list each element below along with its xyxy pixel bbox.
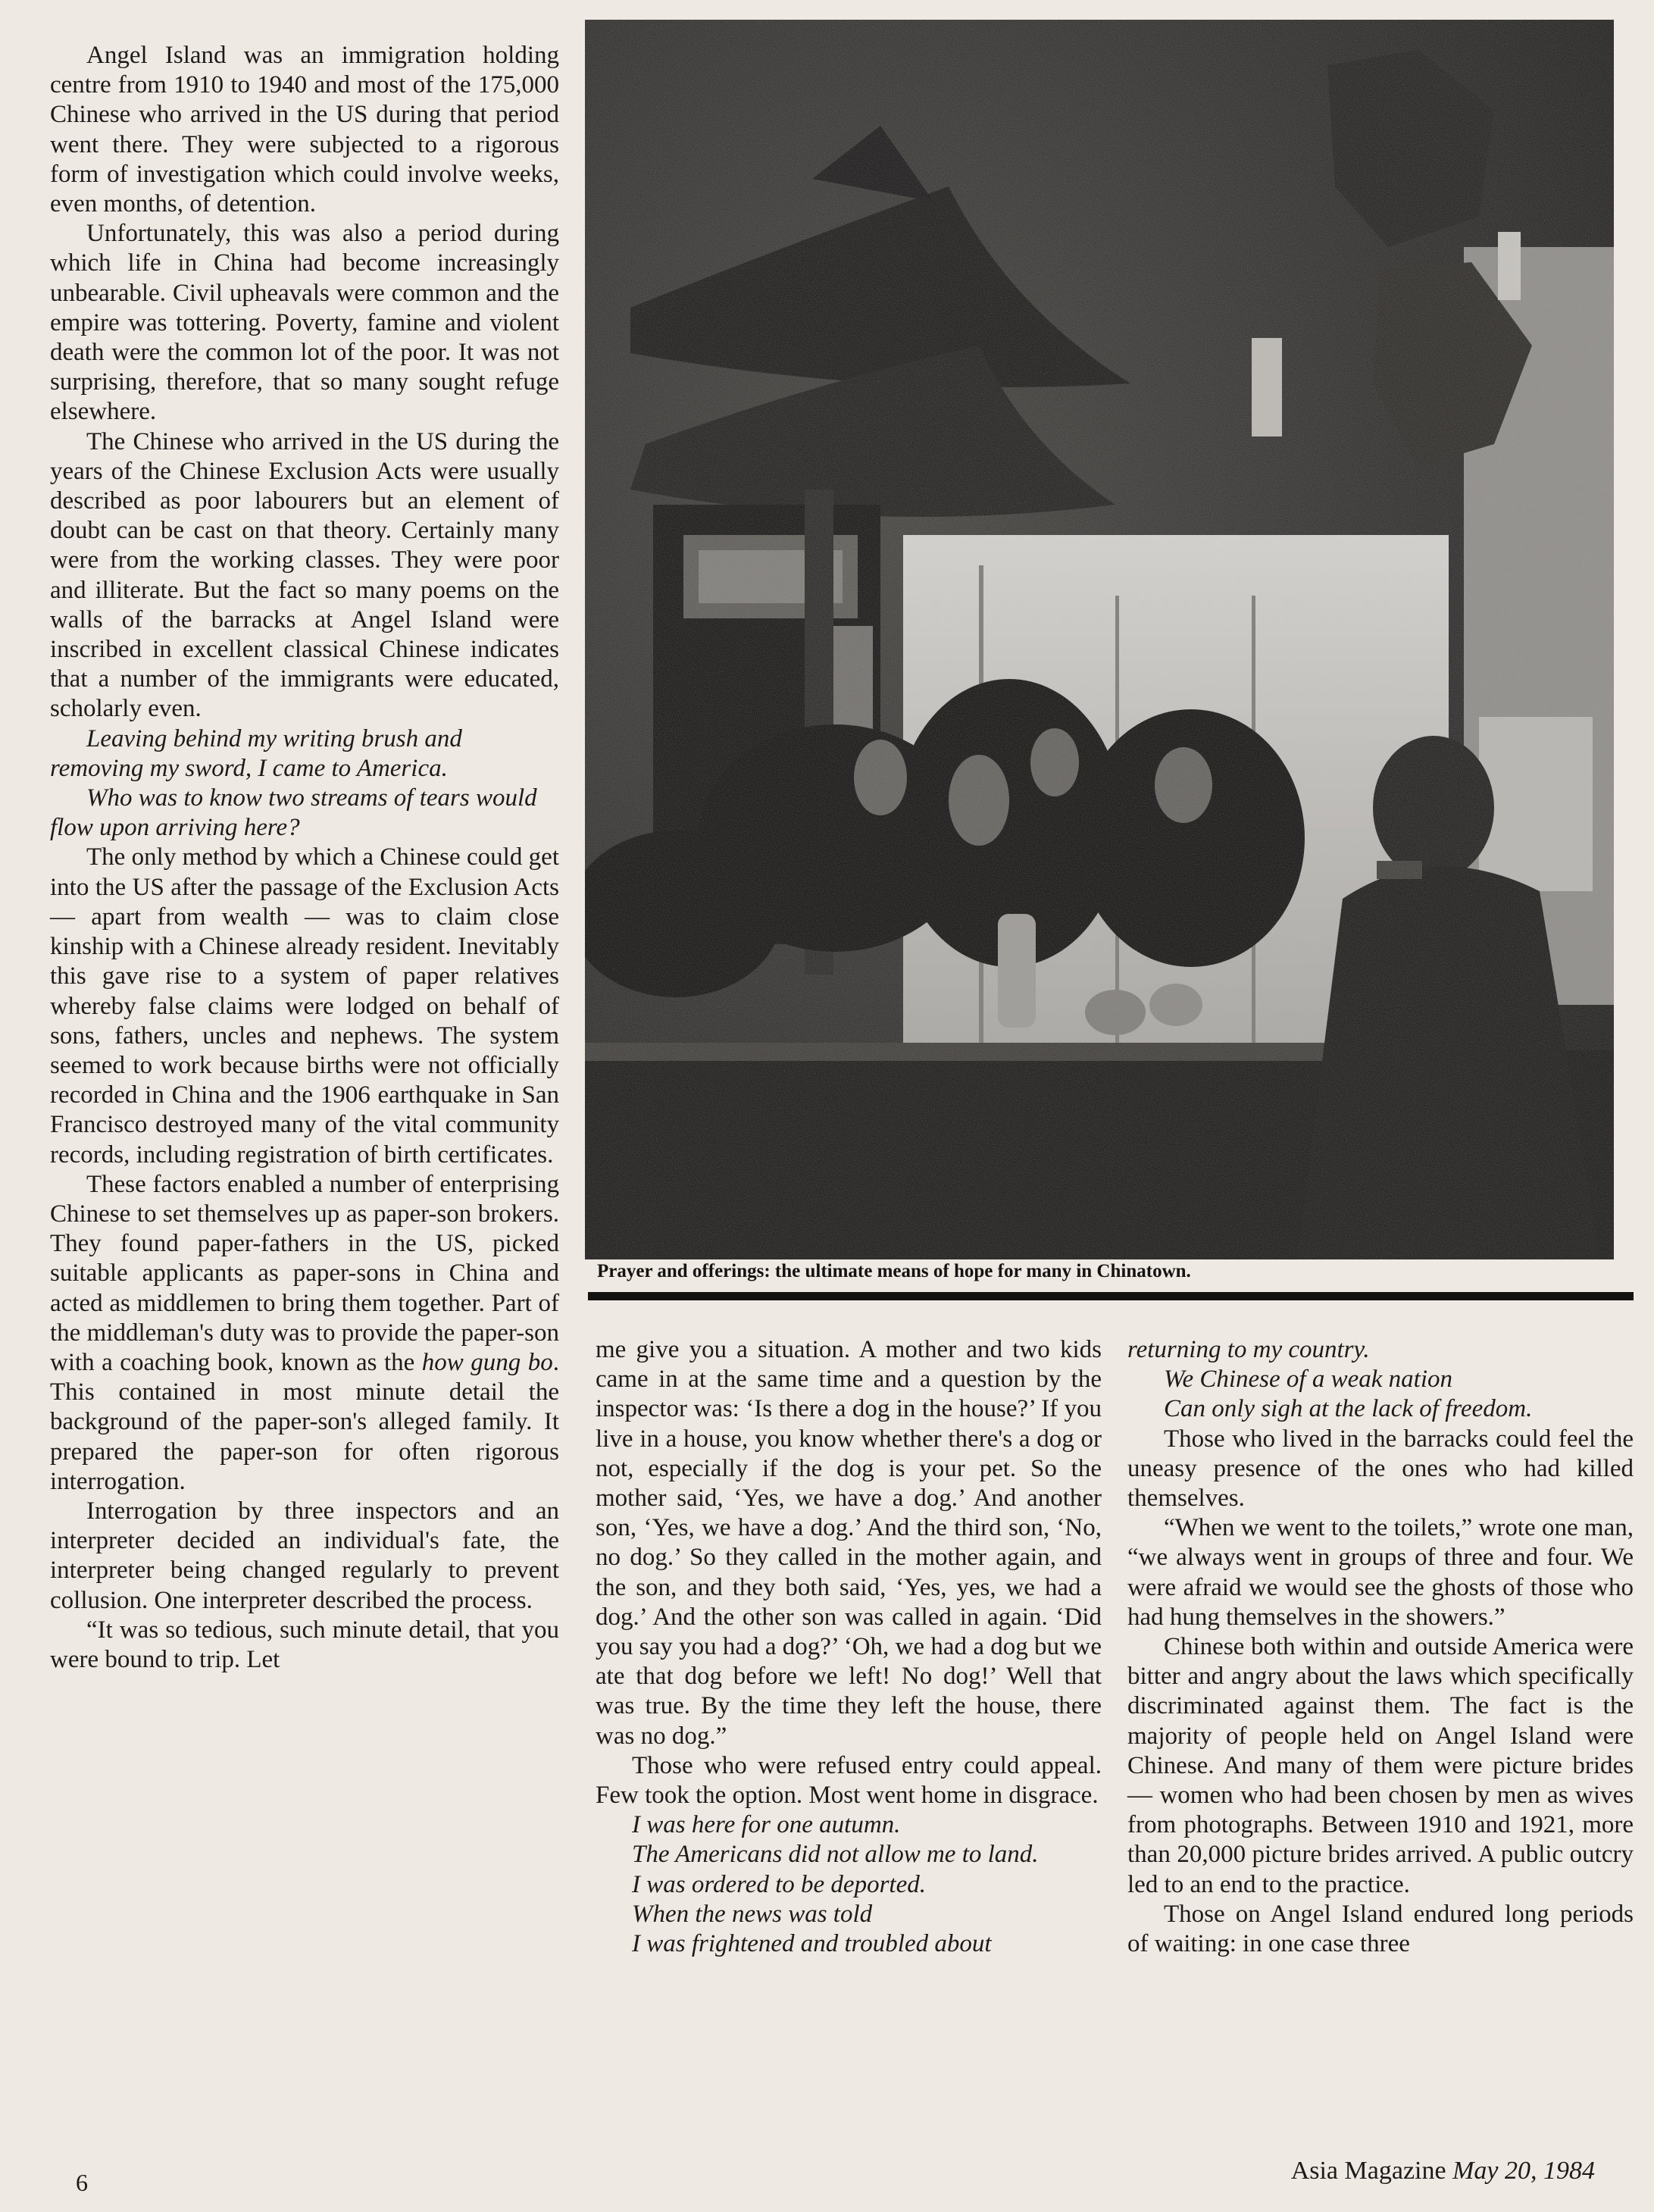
article-column-right [1127, 1335, 1634, 1959]
poem-line: Who was to know two streams of tears would flow upon arriving here? [50, 784, 537, 842]
paragraph [50, 1170, 559, 1497]
article-column-middle [596, 1335, 1102, 1959]
photo-illustration [585, 20, 1614, 1259]
paragraph: Those who were refused entry could appeal. Few took the option. Most went home in disgrace. [596, 1751, 1102, 1810]
poem-line: Can only sigh at the lack of freedom. [1164, 1395, 1533, 1423]
paragraph: Angel Island was an immigration holding centre from 1910 to 1940 and most of the 175,000 Chinese who arrived in the US during that period went there. They were subjected to a rigorous form of investigation which could involve weeks, even months, of detention. [50, 42, 559, 218]
section-divider [588, 1292, 1634, 1300]
photo-chinatown-shrine [585, 20, 1614, 1259]
paragraph: Those on Angel Island endured long periods of waiting: in one case three [1127, 1900, 1634, 1958]
poem-line: I was frightened and troubled about [632, 1930, 992, 1958]
paragraph: Interrogation by three inspectors and an interpreter decided an individual's fate, the interpreter being changed regularly to prevent collusion. One interpreter described the process. [50, 1497, 559, 1614]
magazine-name: Asia Magazine [1290, 2157, 1446, 2185]
poem-line: When the news was told [632, 1900, 873, 1928]
paragraph: Those who lived in the barracks could feel the uneasy presence of the ones who had killed themselves. [1127, 1425, 1634, 1513]
paragraph: me give you a situation. A mother and two kids came in at the same time and a question by the inspector was: ‘Is there a dog in the house?’ If you live in a house, you know whether there's a dog or not, especially if the dog is your pet. So the mother said, ‘Yes, we have a dog.’ And another son, ‘Yes, we have a dog.’ And the third son, ‘No, no dog.’ So they called in the mother again, and the son, and they both said, ‘Yes, yes, we had a dog.’ And the other son was called in again. ‘Did you say you had a dog?’ ‘Oh, we had a dog but we ate that dog before we left! No dog!’ Well that was true. By the time they left the house, there was no dog.” [596, 1336, 1102, 1750]
poem-line: The Americans did not allow me to land. [632, 1841, 1039, 1869]
poem-line: Leaving behind my writing brush and removing my sword, I came to America. [50, 724, 462, 782]
paragraph: Unfortunately, this was also a period during which life in China had become increasingly unbearable. Civil upheavals were common and the empire was tottering. Poverty, famine and violent death were the common lot of the poor. It was not surprising, therefore, that so many sought refuge elsewhere. [50, 220, 559, 426]
poem-line: I was here for one autumn. [632, 1811, 901, 1839]
paragraph: Chinese both within and outside America were bitter and angry about the laws which specifically discriminated against them. The fact is the majority of people held on Angel Island were Chinese. And many of them were picture brides — women who had been chosen by men as wives from photographs. Between 1910 and 1921, more than 20,000 picture brides arrived. A public outcry led to an end to the practice. [1127, 1633, 1634, 1898]
issue-date: May 20, 1984 [1452, 2157, 1595, 2185]
paragraph: “It was so tedious, such minute detail, that you were bound to trip. Let [50, 1616, 559, 1673]
paragraph: The only method by which a Chinese could get into the US after the passage of the Exclusion Acts — apart from wealth — was to claim close kinship with a Chinese already resident. Inevitably this gave rise to a system of paper relatives whereby false claims were lodged on behalf of sons, fathers, uncles and nephews. The system seemed to work because births were not officially recorded in China and the 1906 earthquake in San Francisco destroyed many of the vital community records, including registration of birth certificates. [50, 843, 559, 1169]
photo-caption: Prayer and offerings: the ultimate means of hope for many in Chinatown. [597, 1261, 1191, 1281]
page-number: 6 [76, 2169, 88, 2196]
poem-line: I was ordered to be deported. [632, 1870, 926, 1898]
page-footer [1291, 2157, 1595, 2185]
poem-line: We Chinese of a weak nation [1164, 1366, 1452, 1394]
poem-line: returning to my country. [1127, 1336, 1370, 1363]
paragraph: The Chinese who arrived in the US during the years of the Chinese Exclusion Acts were usually described as poor labourers but an element of doubt can be cast on that theory. Certainly many were from the working classes. They were poor and illiterate. But the fact so many poems on the walls of the barracks at Angel Island were inscribed in excellent classical Chinese indicates that a number of the immigrants were educated, scholarly even. [50, 427, 559, 723]
paragraph-text: . This contained in most minute detail the background of the paper-son's alleged family. It prepared the paper-son for often rigorous interrogation. [50, 1348, 560, 1495]
paragraph: “When we went to the toilets,” wrote one man, “we always went in groups of three and four. We were afraid we would see the ghosts of those who had hung themselves in the showers.” [1127, 1514, 1634, 1631]
paragraph-text: These factors enabled a number of enterprising Chinese to set themselves up as paper-son brokers. They found paper-fathers in the US, picked suitable applicants as paper-sons in China and acted as middlemen to bring them together. Part of the middleman's duty was to provide the paper-son with a coaching book, known as the [50, 1170, 559, 1376]
article-column-left [50, 41, 559, 1675]
book-title: how gung bo [421, 1348, 553, 1376]
